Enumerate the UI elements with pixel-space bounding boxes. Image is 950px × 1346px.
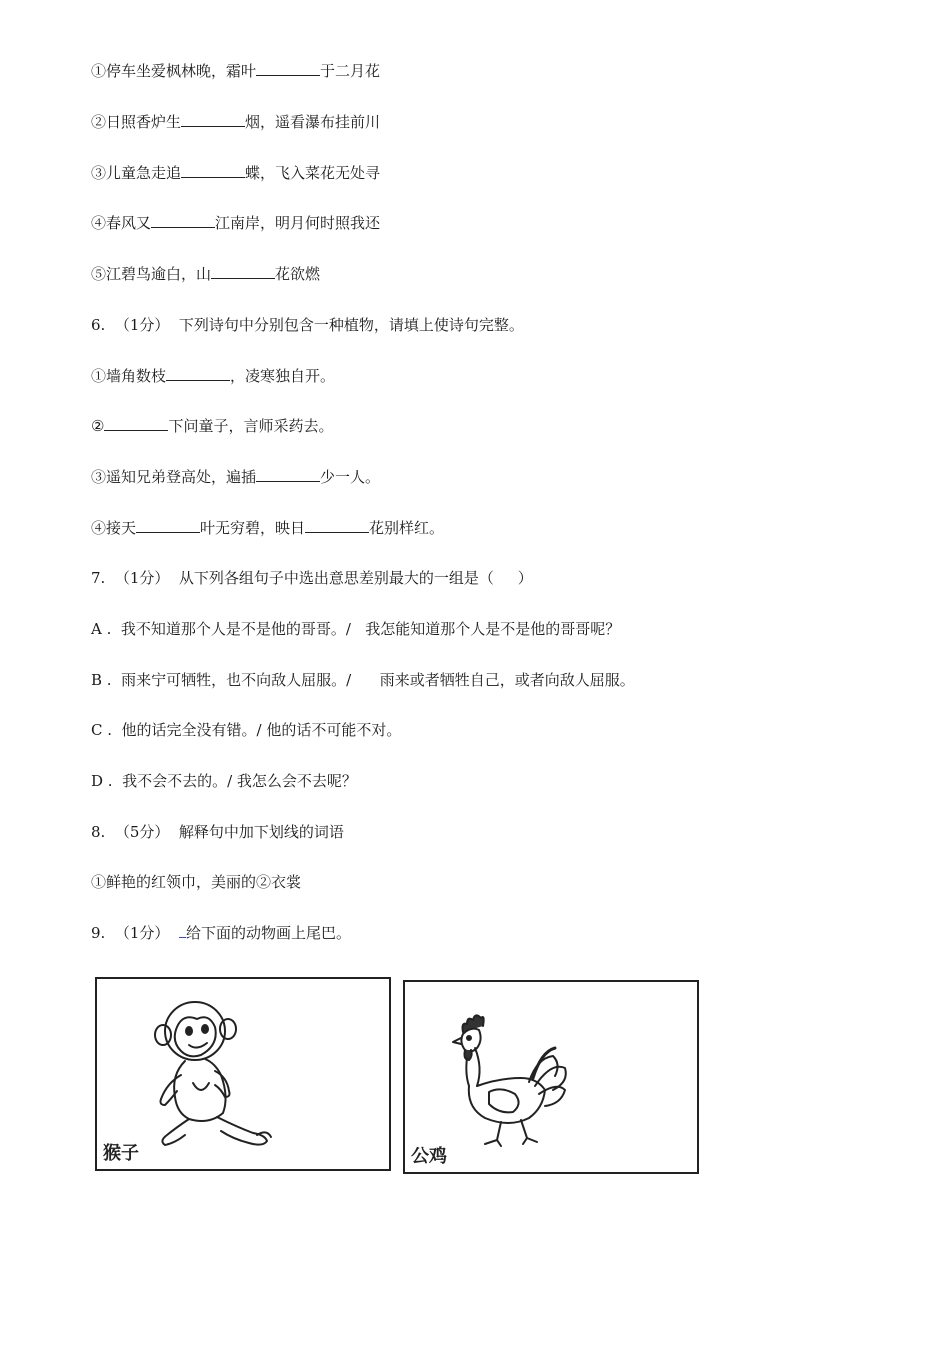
q6-line-3-pre: ③遥知兄弟登高处，遍插 bbox=[91, 468, 257, 486]
q9-title bbox=[91, 923, 351, 943]
q8-sentence: ①鲜艳的红领巾，美丽的②衣裳 bbox=[91, 873, 302, 891]
q6-line-4-pre: ④接天 bbox=[91, 519, 137, 537]
rooster-label: 公鸡 bbox=[411, 1146, 447, 1167]
q6-line-3-post: 少一人。 bbox=[320, 468, 381, 486]
q5-blank-3[interactable] bbox=[181, 163, 245, 178]
q6-line-4 bbox=[91, 518, 444, 538]
q6-blank-4a[interactable] bbox=[136, 518, 200, 533]
monkey-label: 猴子 bbox=[103, 1143, 139, 1164]
q6-line-1-post: ，凌寒独自开。 bbox=[230, 367, 336, 385]
q6-blank-4b[interactable] bbox=[305, 518, 369, 533]
q5-blank-5[interactable] bbox=[211, 264, 275, 279]
q5-line-4-pre: ④春风又 bbox=[91, 214, 152, 232]
q5-line-1-post: 于二月花 bbox=[320, 62, 381, 80]
q6-line-2-post: 下问童子，言师采药去。 bbox=[168, 417, 334, 435]
q7-option-c[interactable]: C . 他的话完全没有错。/ 他的话不可能不对。 bbox=[91, 721, 402, 739]
q6-title: 6. （1分） 下列诗句中分别包含一种植物，请填上使诗句完整。 bbox=[91, 316, 524, 334]
q5-line-2 bbox=[91, 112, 380, 132]
q9-title-pre: 9. （1分） bbox=[91, 924, 179, 942]
q8-title: 8. （5分） 解释句中加下划线的词语 bbox=[91, 823, 344, 841]
q6-line-4-post: 花别样红。 bbox=[369, 519, 445, 537]
q7-option-d[interactable]: D . 我不会不去的。/ 我怎么会不去呢？ bbox=[91, 772, 357, 790]
q5-blank-4[interactable] bbox=[151, 213, 215, 228]
q5-line-3 bbox=[91, 163, 380, 183]
monkey-image-frame[interactable] bbox=[95, 977, 391, 1171]
q5-line-5-post: 花欲燃 bbox=[275, 265, 321, 283]
q5-line-2-pre: ②日照香炉生 bbox=[91, 113, 182, 131]
q7-option-b[interactable]: B . 雨来宁可牺牲，也不向敌人屈服。/ 雨来或者牺牲自己，或者向敌人屈服。 bbox=[91, 671, 635, 689]
q7-option-a[interactable]: A . 我不知道那个人是不是他的哥哥。/ 我怎能知道那个人是不是他的哥哥呢？ bbox=[91, 620, 621, 638]
q5-line-1 bbox=[91, 61, 380, 81]
q9-title-post: 给下面的动物画上尾巴。 bbox=[185, 924, 351, 942]
q6-line-1 bbox=[91, 366, 335, 386]
q5-line-4 bbox=[91, 213, 380, 233]
q6-line-2-pre: ② bbox=[91, 417, 105, 435]
q6-line-1-pre: ①墙角数枝 bbox=[91, 367, 167, 385]
q6-line-2 bbox=[91, 416, 333, 436]
q5-line-1-pre: ①停车坐爱枫林晚，霜叶 bbox=[91, 62, 257, 80]
q5-blank-1[interactable] bbox=[256, 61, 320, 76]
q6-line-4-mid: 叶无穷碧，映日 bbox=[200, 519, 306, 537]
q6-blank-1[interactable] bbox=[166, 366, 230, 381]
q6-blank-3[interactable] bbox=[256, 467, 320, 482]
q5-line-5 bbox=[91, 264, 320, 284]
q5-line-3-pre: ③儿童急走追 bbox=[91, 164, 182, 182]
q5-line-3-post: 蝶，飞入菜花无处寻 bbox=[245, 164, 381, 182]
rooster-drawing bbox=[405, 982, 697, 1172]
q5-line-5-pre: ⑤江碧鸟逾白，山 bbox=[91, 265, 212, 283]
q6-blank-2[interactable] bbox=[104, 416, 168, 431]
rooster-image-frame[interactable] bbox=[403, 980, 699, 1174]
q5-blank-2[interactable] bbox=[181, 112, 245, 127]
q9-blank[interactable] bbox=[179, 923, 186, 938]
q5-line-4-post: 江南岸，明月何时照我还 bbox=[215, 214, 381, 232]
q5-line-2-post: 烟，遥看瀑布挂前川 bbox=[245, 113, 381, 131]
q7-title: 7. （1分） 从下列各组句子中选出意思差别最大的一组是（ ） bbox=[91, 569, 533, 587]
q6-line-3 bbox=[91, 467, 380, 487]
monkey-drawing bbox=[97, 979, 389, 1169]
